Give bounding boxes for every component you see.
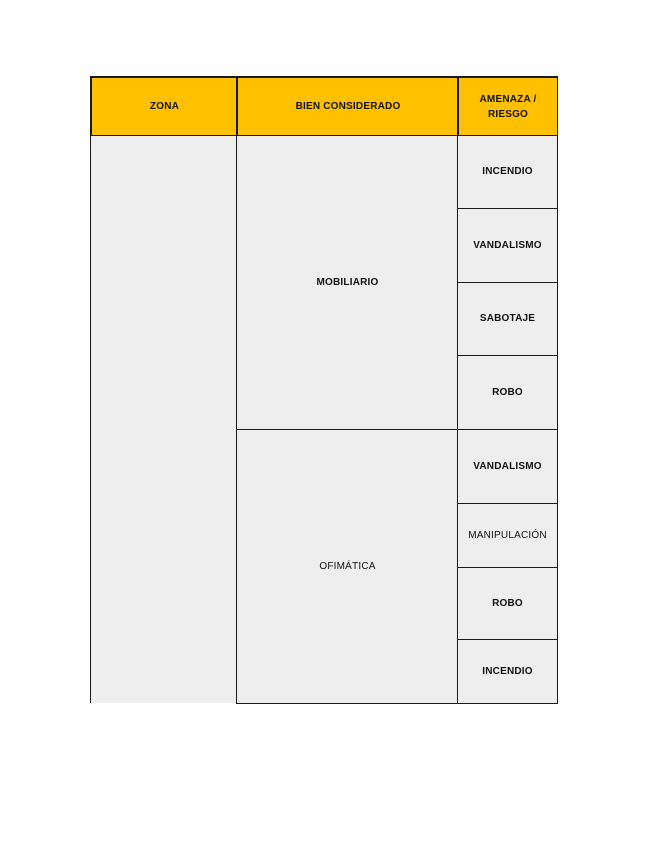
column-divider-1	[236, 76, 237, 703]
riesgo-cell: VANDALISMO	[458, 208, 557, 282]
riesgo-cell: SABOTAJE	[458, 282, 557, 355]
row-divider	[457, 355, 558, 356]
bien-cell-mobiliario: MOBILIARIO	[237, 135, 458, 429]
table-border-left	[90, 76, 91, 703]
table-border-right	[557, 76, 558, 703]
header-bien-considerado: BIEN CONSIDERADO	[237, 77, 458, 135]
column-divider-2	[457, 76, 458, 703]
table-border-bottom	[236, 703, 558, 704]
riesgo-cell: VANDALISMO	[458, 429, 557, 503]
header-amenaza-riesgo: AMENAZA / RIESGO	[458, 77, 557, 135]
row-divider	[457, 567, 558, 568]
row-divider	[457, 208, 558, 209]
row-divider	[457, 639, 558, 640]
table-border-top	[90, 76, 558, 77]
riesgo-cell: ROBO	[458, 567, 557, 639]
row-divider	[457, 282, 558, 283]
zona-cell	[91, 135, 237, 703]
riesgo-cell: MANIPULACIÓN	[458, 503, 557, 567]
riesgo-cell: INCENDIO	[458, 639, 557, 703]
riesgo-cell: INCENDIO	[458, 135, 557, 208]
header-zona: ZONA	[91, 77, 237, 135]
row-divider	[457, 503, 558, 504]
header-divider	[90, 135, 558, 136]
riesgo-cell: ROBO	[458, 355, 557, 429]
group-divider	[236, 429, 558, 430]
bien-cell-ofimatica: OFIMÁTICA	[237, 429, 458, 703]
